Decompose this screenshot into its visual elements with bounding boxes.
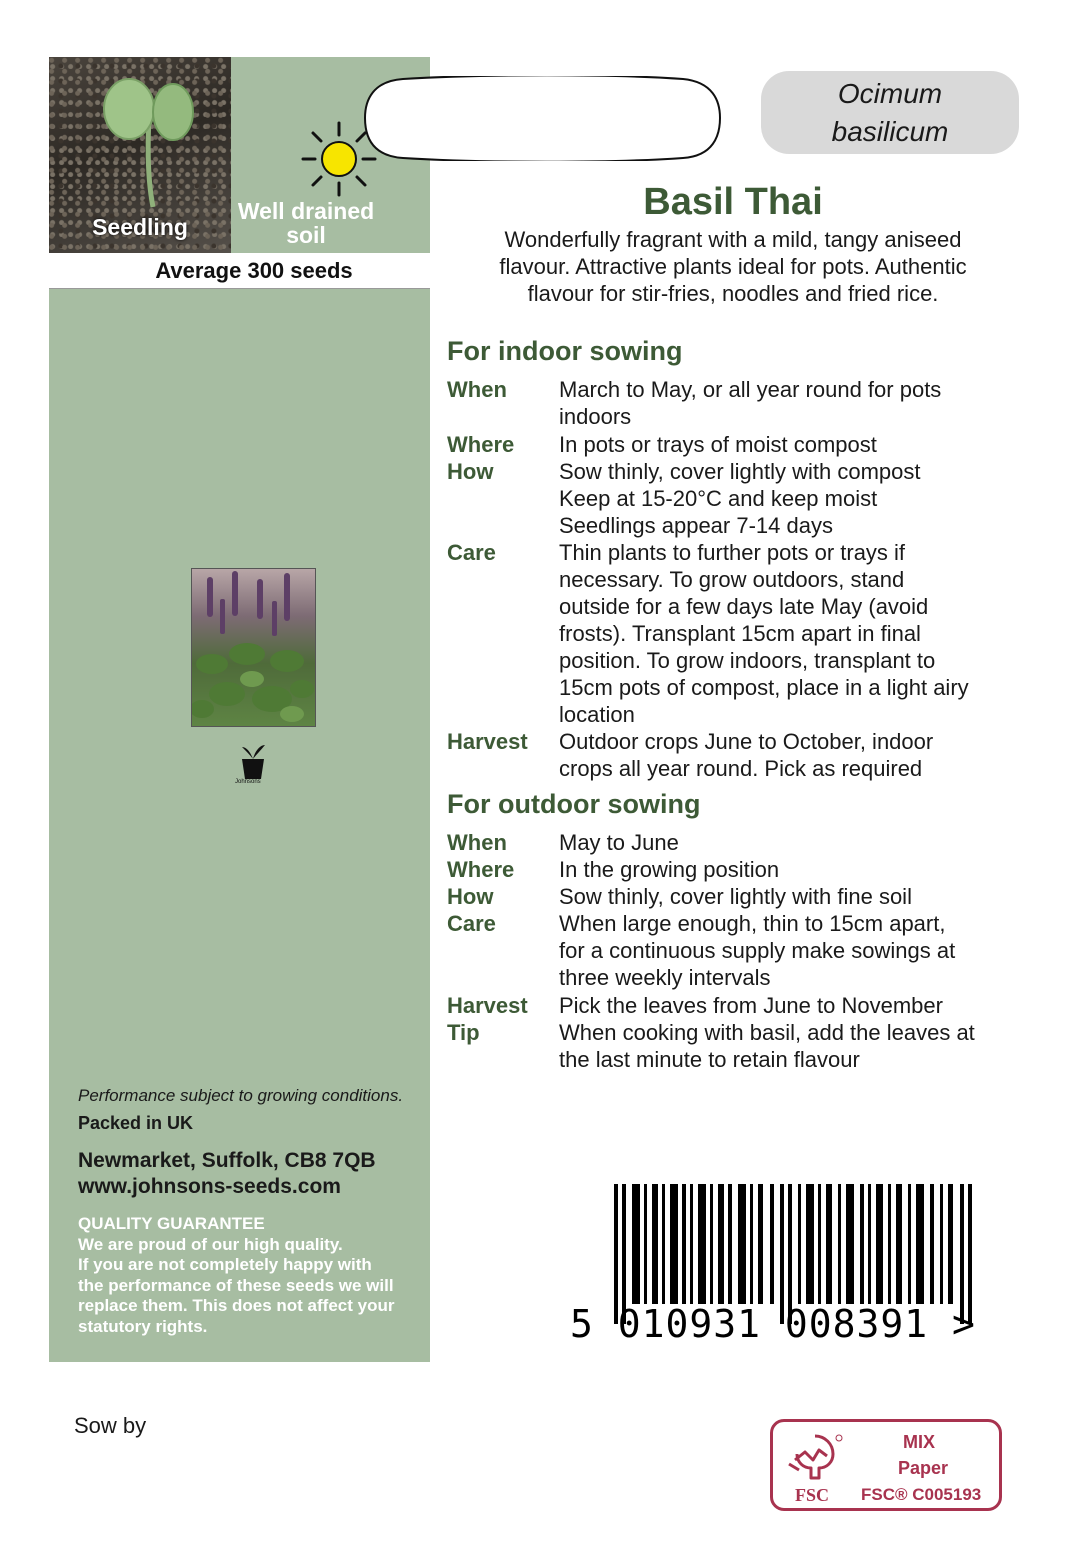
fsc-mix: MIX — [903, 1432, 936, 1452]
latin-name-line2: basilicum — [831, 116, 949, 147]
left-panel — [49, 57, 430, 1362]
row-line: When large enough, thin to 15cm apart, — [559, 911, 946, 936]
row-line: Sow thinly, cover lightly with fine soil — [559, 884, 912, 909]
row-line: Seedlings appear 7-14 days — [559, 513, 833, 538]
blank-label-tag — [363, 76, 722, 161]
row-text — [559, 728, 1029, 782]
seedling-label: Seedling — [92, 214, 188, 240]
indoor-sowing-heading: For indoor sowing — [447, 336, 683, 366]
row-text — [559, 910, 1029, 991]
seedling-photo — [49, 57, 231, 253]
row-line: Keep at 15-20°C and keep moist — [559, 486, 878, 511]
row-label: When — [447, 377, 507, 402]
guarantee-line: the performance of these seeds we will — [78, 1275, 394, 1295]
address-line1: Newmarket, Suffolk, CB8 7QB — [78, 1149, 376, 1172]
latin-name — [761, 71, 1019, 154]
row-label: Harvest — [447, 993, 528, 1018]
row-label: Care — [447, 540, 496, 565]
row-text — [559, 376, 1029, 430]
row-label: How — [447, 884, 494, 909]
row-line: In the growing position — [559, 857, 780, 882]
fsc-tree-icon — [785, 1430, 845, 1480]
row-label: Where — [447, 432, 515, 457]
row-line: the last minute to retain flavour — [559, 1047, 860, 1072]
row-line: location — [559, 702, 635, 727]
row-line: May to June — [559, 830, 679, 855]
row-line: Sow thinly, cover lightly with compost — [559, 459, 921, 484]
guarantee-title: QUALITY GUARANTEE — [78, 1214, 265, 1233]
row-line: three weekly intervals — [559, 965, 771, 990]
packed-in: Packed in UK — [78, 1113, 194, 1133]
row-line: for a continuous supply make sowings at — [559, 938, 956, 963]
row-text — [559, 992, 1029, 1019]
address — [78, 1148, 376, 1200]
sow-by-label: Sow by — [74, 1413, 147, 1438]
soil-label-line2: soil — [286, 222, 326, 248]
seed-count: Average 300 seeds — [155, 258, 353, 283]
soil-label-line1: Well drained — [237, 198, 375, 224]
guarantee-line: If you are not completely happy with — [78, 1255, 372, 1274]
outdoor-sowing-heading: For outdoor sowing — [447, 789, 701, 819]
guarantee-line: We are proud of our high quality. — [78, 1234, 343, 1254]
row-line: outside for a few days late May (avoid — [559, 594, 929, 619]
quality-guarantee — [78, 1214, 428, 1337]
product-title: Basil Thai — [643, 181, 823, 223]
row-line: 15cm pots of compost, place in a light airy — [559, 675, 969, 700]
row-line: position. To grow indoors, transplant to — [559, 648, 936, 673]
fsc-logo — [770, 1419, 1002, 1511]
fsc-paper: Paper — [898, 1458, 949, 1478]
barcode-number: 5 010931 008391 > — [570, 1302, 976, 1346]
basil-plant-illustration — [192, 569, 315, 726]
row-line: Thin plants to further pots or trays if — [559, 540, 906, 565]
brand-mark: Johnsons — [235, 779, 261, 785]
website: www.johnsons-seeds.com — [78, 1175, 341, 1198]
row-label: How — [447, 459, 494, 484]
description-line: flavour. Attractive plants ideal for pots. Authentic — [499, 254, 967, 279]
row-text — [559, 431, 1029, 458]
row-text — [559, 539, 1029, 728]
guarantee-line: statutory rights. — [78, 1316, 208, 1336]
row-text — [559, 1019, 1029, 1073]
row-line: In pots or trays of moist compost — [559, 432, 877, 457]
row-text — [559, 856, 1029, 883]
row-line: indoors — [559, 404, 632, 429]
latin-name-line1: Ocimum — [837, 78, 943, 109]
fsc-word: FSC — [795, 1485, 830, 1505]
row-text — [559, 829, 1029, 856]
row-text — [559, 458, 1029, 539]
row-text — [559, 883, 1029, 910]
description-line: flavour for stir-fries, noodles and fried rice. — [527, 281, 939, 306]
row-line: frosts). Transplant 15cm apart in final — [559, 621, 921, 646]
description-line: Wonderfully fragrant with a mild, tangy aniseed — [504, 227, 962, 252]
disclaimer: Performance subject to growing conditions. — [78, 1086, 404, 1105]
guarantee-line: replace them. This does not affect your — [78, 1296, 395, 1315]
soil-label — [231, 199, 381, 247]
row-label: Tip — [447, 1020, 480, 1045]
row-line: When cooking with basil, add the leaves at — [559, 1020, 975, 1045]
row-label: Where — [447, 857, 515, 882]
row-label: Harvest — [447, 729, 528, 754]
row-line: necessary. To grow outdoors, stand — [559, 567, 905, 592]
row-label: When — [447, 830, 507, 855]
fsc-code: FSC® C005193 — [861, 1485, 982, 1504]
seed-count-bar — [49, 253, 430, 289]
row-line: Outdoor crops June to October, indoor — [559, 729, 934, 754]
plant-photo — [191, 568, 316, 727]
row-line: March to May, or all year round for pots — [559, 377, 942, 402]
row-line: Pick the leaves from June to November — [559, 993, 943, 1018]
row-line: crops all year round. Pick as required — [559, 756, 923, 781]
row-label: Care — [447, 911, 496, 936]
product-description — [447, 226, 1019, 307]
